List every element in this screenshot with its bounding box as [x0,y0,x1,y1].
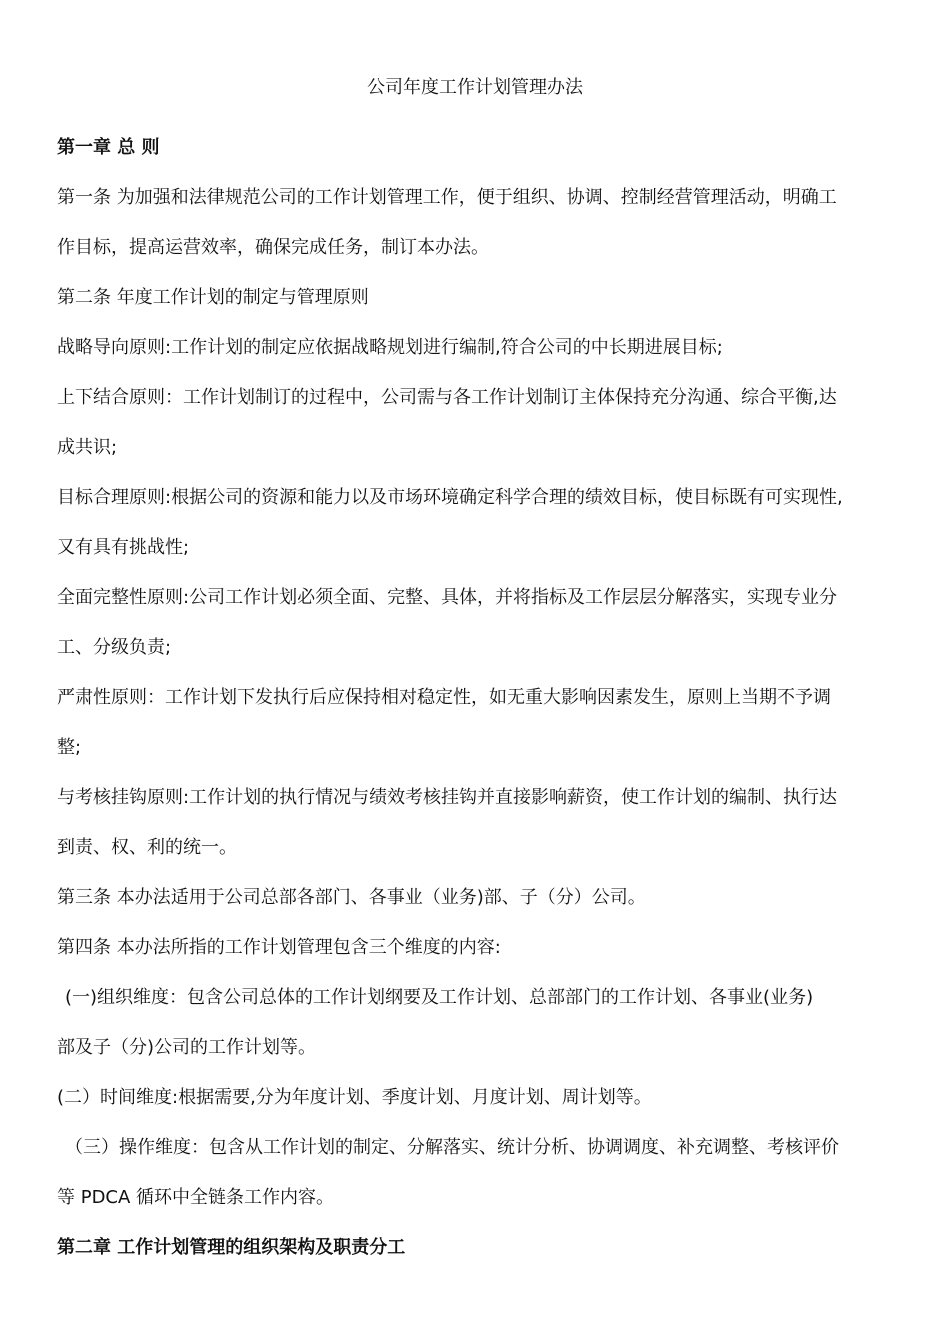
paragraph-line: 目标合理原则:根据公司的资源和能力以及市场环境确定科学合理的绩效目标，使目标既有可实现性, [57,487,843,508]
paragraph-line: 到责、权、利的统一。 [57,837,237,858]
paragraph-line: 战略导向原则:工作计划的制定应依据战略规划进行编制,符合公司的中长期进展目标; [57,337,723,358]
paragraph-line: 严肃性原则：工作计划下发执行后应保持相对稳定性，如无重大影响因素发生，原则上当期不予调 [57,687,831,708]
paragraph-line: （三）操作维度：包含从工作计划的制定、分解落实、统计分析、协调调度、补充调整、考核评价 [65,1137,839,1158]
chapter-heading: 第二章 工作计划管理的组织架构及职责分工 [57,1237,406,1258]
paragraph-line: (一)组织维度：包含公司总体的工作计划纲要及工作计划、总部部门的工作计划、各事业(业务) [65,987,814,1008]
paragraph-line: 上下结合原则：工作计划制订的过程中，公司需与各工作计划制订主体保持充分沟通、综合平衡,达 [57,387,837,408]
paragraph-line: 第三条 本办法适用于公司总部各部门、各事业（业务)部、子（分）公司。 [57,887,646,908]
paragraph-line: (二）时间维度:根据需要,分为年度计划、季度计划、月度计划、周计划等。 [57,1087,652,1108]
paragraph-line: 第二条 年度工作计划的制定与管理原则 [57,287,369,308]
paragraph-line: 第一条 为加强和法律规范公司的工作计划管理工作，便于组织、协调、控制经营管理活动，明确工 [57,187,837,208]
document-title: 公司年度工作计划管理办法 [367,77,583,98]
paragraph-line: 作目标，提高运营效率，确保完成任务，制订本办法。 [57,237,489,258]
document-body [57,123,902,1273]
chapter-heading: 第一章 总 则 [57,137,160,158]
paragraph-line: 工、分级负责; [57,637,172,658]
paragraph-line: 部及子（分)公司的工作计划等。 [57,1037,317,1058]
paragraph-line: 整; [57,737,82,758]
paragraph-line: 等 PDCA 循环中全链条工作内容。 [57,1187,335,1208]
paragraph-line: 全面完整性原则:公司工作计划必须全面、完整、具体，并将指标及工作层层分解落实，实现专业分 [57,587,838,608]
paragraph-line: 又有具有挑战性; [57,537,190,558]
paragraph-line: 第四条 本办法所指的工作计划管理包含三个维度的内容: [57,937,501,958]
paragraph-line: 与考核挂钩原则:工作计划的执行情况与绩效考核挂钩并直接影响薪资，使工作计划的编制、执行达 [57,787,838,808]
paragraph-line: 成共识; [57,437,118,458]
